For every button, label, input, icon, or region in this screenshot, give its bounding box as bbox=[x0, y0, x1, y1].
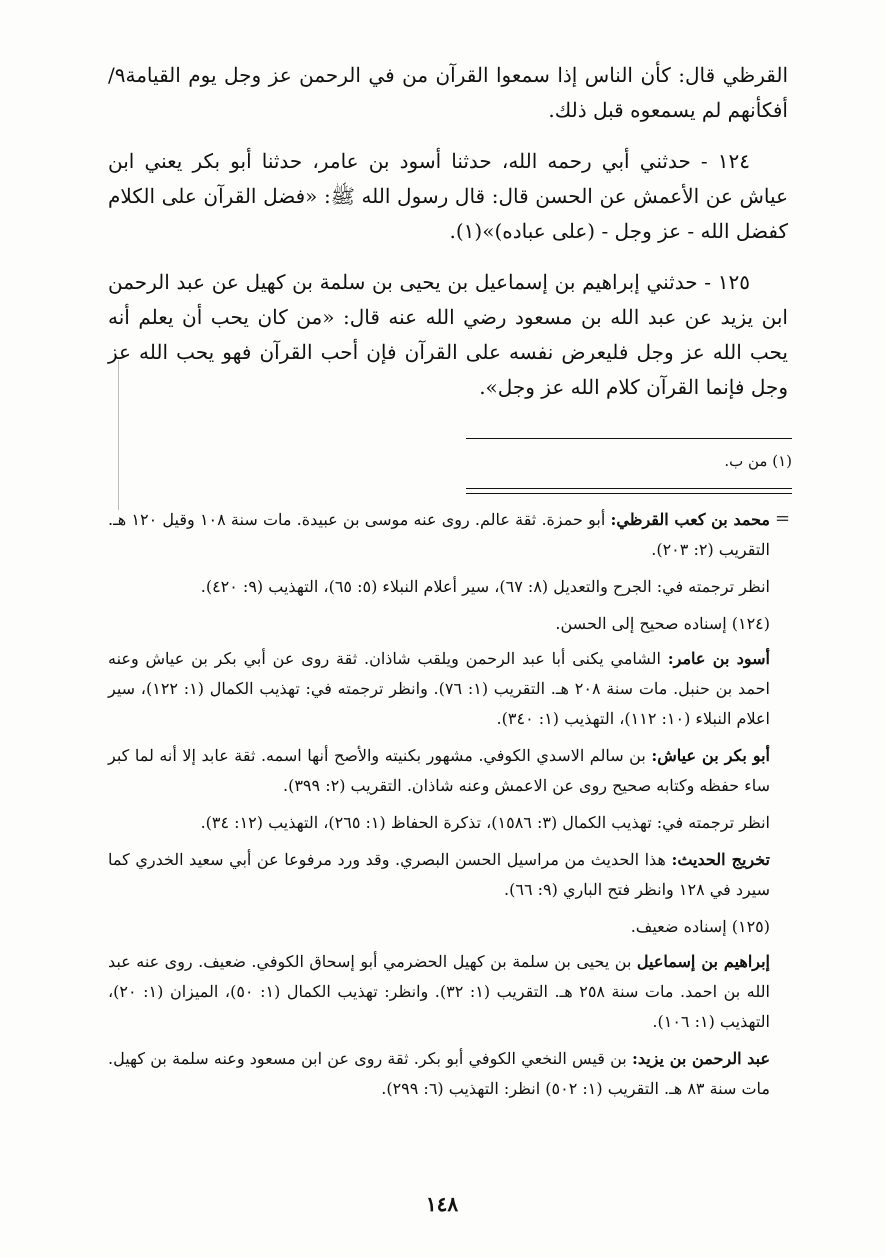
note-text: الشامي يكنى أبا عبد الرحمن ويلقب شاذان. ثقة روى عن أبي بكر بن عياش وعنه احمد بن حنبل. مات سنة ٢٠٨ هـ. التقريب (١: ٧٦). وانظر ترجمته في: تهذيب الكمال (١: ١٢٢)، سير اعلام النبلاء (١٠: ١١٢)، التهذيب (١: ٣٤٠). bbox=[108, 649, 770, 728]
note-term: أبو بكر بن عياش: bbox=[651, 746, 770, 765]
note-text: أبو حمزة. ثقة عالم. روى عنه موسى بن عبيدة. مات سنة ١٠٨ وقيل ١٢٠ هـ. التقريب (٢: ٢٠٣). bbox=[108, 510, 770, 559]
note-takhrij bbox=[108, 845, 770, 905]
note-text: هذا الحديث من مراسيل الحسن البصري. وقد ورد مرفوعا عن أبي سعيد الخدري كما سيرد في ١٢٨ وانظر فتح الباري (٩: ٦٦). bbox=[108, 850, 770, 899]
page-number: ١٤٨ bbox=[425, 1192, 459, 1216]
note-qurazi bbox=[108, 505, 770, 565]
hadith-125: ١٢٥ - حدثني إبراهيم بن إسماعيل بن يحيى بن سلمة بن كهيل عن عبد الرحمن ابن يزيد عن عبد الله بن مسعود رضي الله عنه قال: «من كان يحب أن يعلم أنه يحب الله عز وجل فليعرض نفسه على القرآن فإن أحب القرآن فهو يحب الله عز وجل فإنما القرآن كلام الله عز وجل». bbox=[108, 270, 788, 399]
continuation-mark: = bbox=[775, 508, 791, 529]
note-term: تخريج الحديث: bbox=[671, 850, 771, 869]
hadith-124: ١٢٤ - حدثني أبي رحمه الله، حدثنا أسود بن عامر، حدثنا أبو بكر يعني ابن عياش عن الأعمش عن الحسن قال: قال رسول الله ﷺ: «فضل القرآن على الكلام كفضل الله - عز وجل - (على عباده)»(١). bbox=[108, 149, 788, 243]
note-text: بن سالم الاسدي الكوفي. مشهور بكنيته والأصح أنها اسمه. ثقة عابد إلا أنه لما كبر ساء حفظه وكتابه صحيح روى عن الاعمش وعنه شاذان. التقريب (٢: ٣٩٩). bbox=[108, 746, 770, 795]
note-abu-bakr bbox=[108, 741, 770, 801]
note-aswad bbox=[108, 644, 770, 734]
note-text: بن قيس النخعي الكوفي أبو بكر. ثقة روى عن ابن مسعود وعنه سلمة بن كهيل. مات سنة ٨٣ هـ. التقريب (١: ٥٠٢) انظر: التهذيب (٦: ٢٩٩). bbox=[108, 1049, 770, 1098]
notes-separator-bottom bbox=[466, 493, 792, 494]
note-term: إبراهيم بن إسماعيل bbox=[636, 952, 771, 971]
note-term: عبد الرحمن بن يزيد: bbox=[631, 1049, 771, 1068]
footnote-1: (١) من ب. bbox=[724, 452, 792, 470]
note-abdurrahman bbox=[108, 1044, 770, 1104]
note-text: بن يحيى بن سلمة بن كهيل الحضرمي أبو إسحاق الكوفي. ضعيف. روى عنه عبد الله بن احمد. مات سنة ٢٥٨ هـ. التقريب (١: ٣٢). وانظر: تهذيب الكمال (١: ٥٠)، الميزان (١: ٢٠)، التهذيب (١: ١٠٦). bbox=[108, 952, 770, 1031]
note-term: محمد بن كعب القرظي: bbox=[610, 510, 770, 529]
margin-line bbox=[118, 360, 119, 510]
main-text bbox=[108, 58, 788, 421]
notes-separator-top bbox=[466, 488, 792, 489]
note-qurazi-refs: انظر ترجمته في: الجرح والتعديل (٨: ٦٧)، سير أعلام النبلاء (٥: ٦٥)، التهذيب (٩: ٤٢٠). bbox=[200, 577, 770, 596]
note-124-isnad: (١٢٤) إسناده صحيح إلى الحسن. bbox=[555, 614, 770, 633]
notes-section bbox=[108, 505, 770, 1111]
note-125-isnad: (١٢٥) إسناده ضعيف. bbox=[630, 917, 770, 936]
note-abu-bakr-refs: انظر ترجمته في: تهذيب الكمال (٣: ١٥٨٦)، تذكرة الحفاظ (١: ٢٦٥)، التهذيب (١٢: ٣٤). bbox=[200, 813, 770, 832]
note-ibrahim bbox=[108, 947, 770, 1037]
footnote-separator bbox=[466, 438, 792, 439]
note-term: أسود بن عامر: bbox=[667, 649, 771, 668]
main-paragraph-1: القرظي قال: كأن الناس إذا سمعوا القرآن من في الرحمن عز وجل يوم القيامة٩/أفكأنهم لم يسمعوه قبل ذلك. bbox=[108, 63, 788, 122]
